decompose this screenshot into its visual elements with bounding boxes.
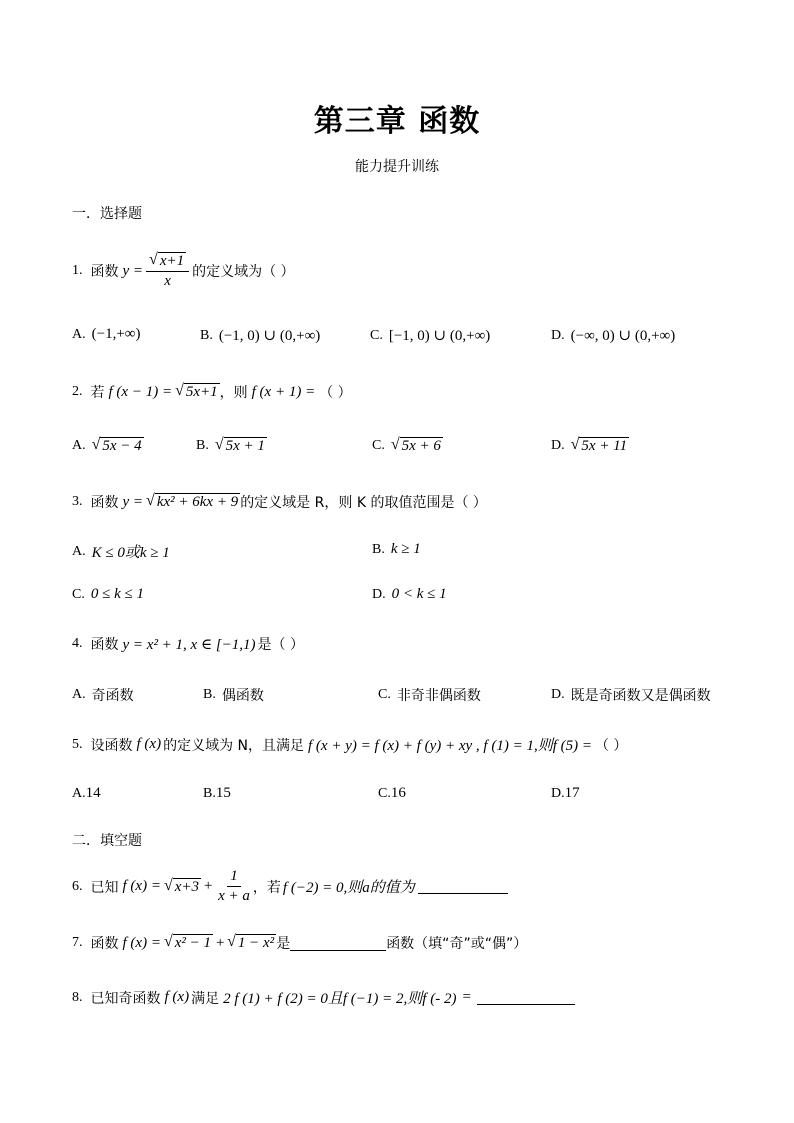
option-a bbox=[72, 437, 144, 455]
question-number: 5. bbox=[72, 736, 83, 752]
option-label: D. bbox=[551, 327, 565, 343]
option-c bbox=[378, 785, 406, 802]
radicand: 5x+1 bbox=[185, 384, 218, 400]
question-number: 2. bbox=[72, 384, 83, 399]
page-subtitle: 能力提升训练 bbox=[355, 159, 439, 175]
option-text: k ≥ 1 bbox=[390, 541, 421, 557]
math-lhs: y = bbox=[122, 262, 144, 279]
question-text-mid: ，则 bbox=[219, 385, 248, 401]
question-text: 已知 bbox=[90, 879, 119, 896]
question-text: 函数 bbox=[90, 936, 119, 952]
option-label: D. bbox=[372, 586, 386, 602]
math-fx: f (x) bbox=[164, 989, 190, 1005]
option-label: B. bbox=[203, 687, 216, 702]
answer-blank[interactable] bbox=[477, 990, 575, 1005]
math-expression: y = x² + 1, x ∈ [−1,1) bbox=[122, 636, 256, 653]
question-text: 设函数 bbox=[90, 737, 133, 754]
option-b bbox=[372, 541, 421, 558]
option-label: C. bbox=[378, 687, 391, 702]
option-text: 奇函数 bbox=[91, 688, 134, 704]
option-label: A. bbox=[72, 543, 86, 559]
sqrt: √ 5x − 4 bbox=[91, 436, 142, 454]
option-label: B. bbox=[200, 327, 213, 343]
radicand: 5x + 6 bbox=[401, 438, 441, 454]
sqrt: √ x+1 bbox=[149, 251, 185, 269]
option-text: [−1, 0) ∪ (0,+∞) bbox=[388, 328, 491, 344]
question-text: 函数 bbox=[90, 264, 119, 280]
question-text: 已知奇函数 bbox=[90, 990, 161, 1007]
question-text-post: 函数（填“奇”或“偶”） bbox=[386, 936, 528, 952]
option-label: C. bbox=[378, 785, 391, 801]
option-label: A. bbox=[72, 438, 86, 453]
question-text-mid: 满足 bbox=[191, 990, 220, 1007]
option-a bbox=[72, 326, 140, 343]
question-text: 若 bbox=[90, 385, 105, 401]
option-label: B. bbox=[203, 785, 216, 801]
option-text: 16 bbox=[390, 785, 406, 801]
sqrt: √ 5x + 6 bbox=[390, 436, 441, 454]
equals-sign: = bbox=[462, 989, 471, 1005]
option-text: 偶函数 bbox=[221, 688, 264, 704]
option-label: D. bbox=[551, 785, 565, 801]
question-number: 6. bbox=[72, 878, 83, 894]
math-rhs: f (x + 1) = bbox=[251, 383, 316, 400]
sqrt: √ x+3 bbox=[163, 876, 199, 895]
question-text-mid: 的定义域为 N，且满足 bbox=[163, 737, 305, 754]
option-d bbox=[551, 437, 629, 455]
option-a bbox=[72, 785, 101, 802]
option-d bbox=[551, 785, 580, 802]
option-label: B. bbox=[372, 541, 385, 557]
question-5 bbox=[72, 734, 627, 755]
question-text-post: （ ） bbox=[594, 737, 628, 754]
option-b bbox=[196, 437, 267, 455]
option-text: 非奇非偶函数 bbox=[396, 688, 481, 704]
math-lhs: f (x) = bbox=[122, 934, 161, 951]
question-text-mid: 是 bbox=[276, 936, 291, 952]
question-6 bbox=[72, 868, 508, 905]
radicand: x+3 bbox=[174, 878, 199, 895]
question-text: 函数 bbox=[90, 637, 119, 653]
question-7 bbox=[72, 933, 527, 953]
question-text: 函数 bbox=[90, 495, 119, 511]
radicand: 5x + 11 bbox=[581, 438, 628, 454]
option-label: C. bbox=[370, 327, 383, 343]
option-d bbox=[551, 685, 711, 705]
question-text-post: 的定义域是 R，则 K 的取值范围是（ ） bbox=[240, 495, 487, 511]
radicand: x+1 bbox=[159, 253, 185, 269]
math-condition: f (−2) = 0,则a的值为 bbox=[282, 880, 415, 896]
option-a bbox=[72, 685, 134, 705]
fraction bbox=[146, 252, 189, 290]
question-2 bbox=[72, 382, 352, 402]
option-text: 14 bbox=[85, 785, 101, 801]
option-label: D. bbox=[551, 687, 565, 702]
option-text: 既是奇函数又是偶函数 bbox=[570, 688, 711, 704]
question-text-mid: ，若 bbox=[252, 879, 281, 896]
option-label: A. bbox=[72, 687, 86, 702]
option-c bbox=[370, 326, 490, 345]
option-text: 0 < k ≤ 1 bbox=[391, 586, 447, 602]
question-number: 4. bbox=[72, 636, 83, 651]
question-number: 7. bbox=[72, 935, 83, 950]
sqrt: √ 5x + 11 bbox=[570, 436, 628, 454]
option-text: 0 ≤ k ≤ 1 bbox=[90, 586, 144, 602]
math-lhs: y = bbox=[122, 493, 144, 510]
fraction bbox=[218, 868, 250, 905]
numerator: 1 bbox=[227, 868, 241, 887]
sqrt: √ x² − 1 bbox=[163, 933, 211, 951]
radicand: 5x − 4 bbox=[102, 438, 142, 454]
option-text: K ≤ 0或k ≥ 1 bbox=[91, 545, 170, 561]
option-label: D. bbox=[551, 438, 565, 453]
option-text: 15 bbox=[215, 785, 231, 801]
sqrt: √ 5x+1 bbox=[175, 382, 218, 400]
question-8 bbox=[72, 987, 575, 1008]
option-label: A. bbox=[72, 785, 86, 801]
question-3 bbox=[72, 492, 487, 512]
question-number: 3. bbox=[72, 494, 83, 509]
math-lhs: f (x) = bbox=[122, 878, 161, 894]
option-label: C. bbox=[72, 586, 85, 602]
math-expression: f (x + y) = f (x) + f (y) + xy , f (1) = 1,则f (5) = bbox=[308, 738, 592, 754]
sqrt: √ 1 − x² bbox=[227, 933, 275, 951]
question-1 bbox=[72, 252, 295, 290]
option-text: (−1, 0) ∪ (0,+∞) bbox=[218, 328, 321, 344]
page-title: 第三章 函数 bbox=[313, 104, 481, 139]
radicand: kx² + 6kx + 9 bbox=[156, 494, 239, 510]
plus-sign: + bbox=[203, 878, 214, 894]
denominator: x + a bbox=[218, 888, 250, 904]
option-c bbox=[378, 685, 481, 705]
math-fx: f (x) bbox=[136, 736, 162, 752]
question-text-post: 是（ ） bbox=[257, 637, 304, 653]
option-b bbox=[203, 685, 264, 705]
option-c bbox=[72, 586, 144, 603]
option-label: B. bbox=[196, 438, 209, 453]
answer-blank[interactable] bbox=[290, 936, 386, 951]
question-4 bbox=[72, 634, 304, 654]
question-text-post: 的定义域为（ ） bbox=[192, 264, 295, 280]
option-a bbox=[72, 541, 170, 562]
option-text: (−1,+∞) bbox=[91, 326, 141, 342]
option-b bbox=[203, 785, 231, 802]
question-number: 1. bbox=[72, 263, 83, 278]
radicand: 5x + 1 bbox=[225, 438, 265, 454]
option-d bbox=[372, 586, 447, 603]
option-label: C. bbox=[372, 438, 385, 453]
denominator: x bbox=[164, 273, 171, 289]
sqrt: √ kx² + 6kx + 9 bbox=[146, 492, 239, 510]
question-number: 8. bbox=[72, 989, 83, 1005]
radicand: x² − 1 bbox=[174, 935, 211, 951]
option-d bbox=[551, 326, 675, 345]
math-expression: 2 f (1) + f (2) = 0且f (−1) = 2,则f (- 2) bbox=[223, 991, 457, 1007]
option-text: 17 bbox=[564, 785, 580, 801]
question-text-post: （ ） bbox=[319, 385, 352, 401]
option-text: (−∞, 0) ∪ (0,+∞) bbox=[570, 328, 676, 344]
sqrt: √ 5x + 1 bbox=[214, 436, 265, 454]
answer-blank[interactable] bbox=[418, 879, 508, 894]
section-fill: 二．填空题 bbox=[72, 833, 142, 849]
section-choice: 一．选择题 bbox=[72, 206, 142, 222]
plus-sign: + bbox=[215, 934, 226, 951]
option-label: A. bbox=[72, 326, 86, 342]
option-c bbox=[372, 437, 443, 455]
math-lhs: f (x − 1) = bbox=[108, 383, 173, 400]
radicand: 1 − x² bbox=[237, 935, 275, 951]
option-b bbox=[200, 326, 320, 345]
